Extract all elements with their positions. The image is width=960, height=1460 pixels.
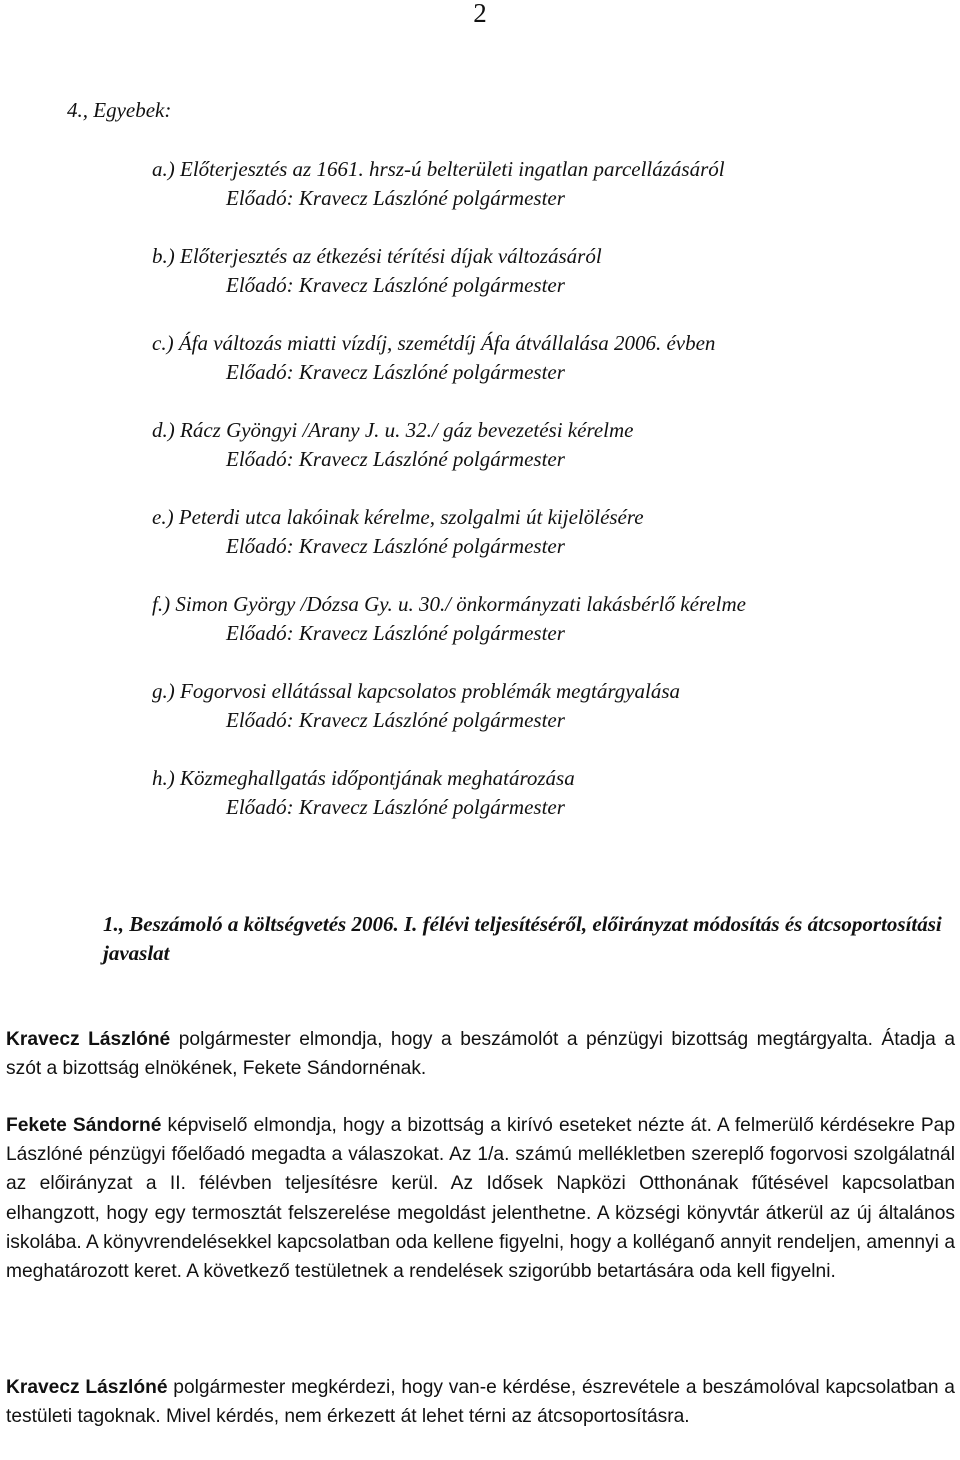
agenda-item-presenter: Előadó: Kravecz Lászlóné polgármester [226, 186, 565, 210]
agenda-item-presenter: Előadó: Kravecz Lászlóné polgármester [226, 621, 565, 645]
agenda-item-title: e.) Peterdi utca lakóinak kérelme, szolgalmi út kijelölésére [152, 505, 644, 529]
agenda-item-presenter: Előadó: Kravecz Lászlóné polgármester [226, 447, 565, 471]
speaker-name: Fekete Sándorné [6, 1115, 162, 1136]
agenda-item-title: d.) Rácz Gyöngyi /Arany J. u. 32./ gáz bevezetési kérelme [152, 418, 634, 442]
minutes-paragraph [6, 1373, 955, 1431]
section-heading: 4., Egyebek: [67, 98, 172, 122]
page-number: 2 [473, 0, 487, 28]
agenda-item [0, 243, 960, 330]
minutes-paragraph [6, 1025, 955, 1083]
agenda-item-presenter: Előadó: Kravecz Lászlóné polgármester [226, 360, 565, 384]
agenda-item [0, 330, 960, 417]
agenda-item-title: a.) Előterjesztés az 1661. hrsz-ú belterületi ingatlan parcellázásáról [152, 157, 725, 181]
agenda-item [0, 678, 960, 765]
agenda-item-presenter: Előadó: Kravecz Lászlóné polgármester [226, 534, 565, 558]
agenda-item [0, 417, 960, 504]
speaker-name: Kravecz Lászlóné [6, 1377, 168, 1398]
minutes-paragraph [6, 1111, 955, 1286]
paragraph-text: polgármester megkérdezi, hogy van-e kérdése, észrevétele a beszámolóval kapcsolatban a testületi tagoknak. Mivel kérdés, nem érkezett át lehet térni az átcsoportosításra. [6, 1377, 955, 1428]
agenda-item [0, 156, 960, 243]
report-heading: 1., Beszámoló a költségvetés 2006. I. félévi teljesítéséről, előirányzat módosítás és átcsoportosítási javaslat [103, 912, 942, 965]
paragraph-text: polgármester elmondja, hogy a beszámolót a pénzügyi bizottság megtárgyalta. Átadja a szót a bizottság elnökének, Fekete Sándornénak. [6, 1029, 955, 1080]
agenda-list [0, 156, 960, 852]
agenda-item-title: b.) Előterjesztés az étkezési térítési díjak változásáról [152, 244, 602, 268]
agenda-item-title: h.) Közmeghallgatás időpontjának meghatározása [152, 766, 575, 790]
agenda-item-presenter: Előadó: Kravecz Lászlóné polgármester [226, 273, 565, 297]
agenda-item [0, 591, 960, 678]
agenda-item [0, 765, 960, 852]
agenda-item-title: g.) Fogorvosi ellátással kapcsolatos problémák megtárgyalása [152, 679, 681, 703]
speaker-name: Kravecz Lászlóné [6, 1029, 171, 1050]
agenda-item-presenter: Előadó: Kravecz Lászlóné polgármester [226, 708, 565, 732]
agenda-item [0, 504, 960, 591]
agenda-item-title: c.) Áfa változás miatti vízdíj, szemétdíj Áfa átvállalása 2006. évben [152, 331, 716, 355]
paragraph-text: képviselő elmondja, hogy a bizottság a kirívó eseteket nézte át. A felmerülő kérdésekre Pap Lászlóné pénzügyi főelőadó megadta a válaszokat. Az 1/a. számú mellékletben szereplő fogorvosi szolgálatnál az előirányzat a II. félévben teljesítésre kerül. Az Idősek Napközi Otthonának fűtésével kapcsolatban elhangzott, hogy egy termosztát felszerelése megoldást jelenthetne. A községi könyvtár átkerül az új általános iskolába. A könyvrendelésekkel kapcsolatban oda kellene figyelni, hogy a kolléganő annyit rendeljen, amennyi a meghatározott keret. A következő testületnek a rendelések szigorúbb betartására oda kell figyelni. [6, 1115, 955, 1283]
agenda-item-title: f.) Simon György /Dózsa Gy. u. 30./ önkormányzati lakásbérlő kérelme [152, 592, 746, 616]
agenda-item-presenter: Előadó: Kravecz Lászlóné polgármester [226, 795, 565, 819]
